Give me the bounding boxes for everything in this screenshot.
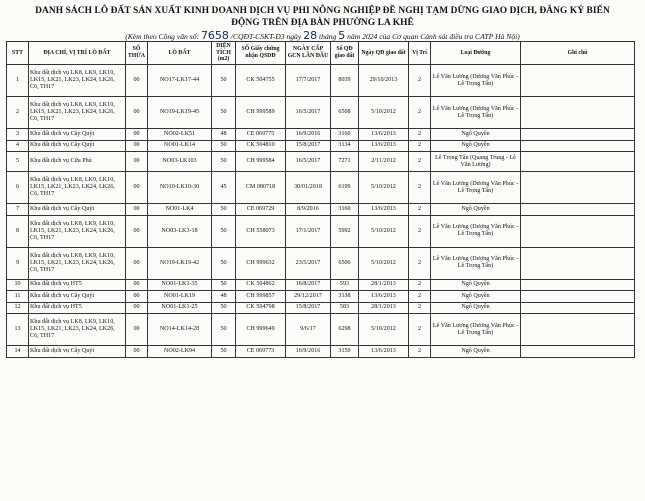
cell-certificate: CH 999857 <box>236 291 286 303</box>
header-issue-date: NGÀY CẤP GCN LẦN ĐẦU <box>286 42 331 65</box>
cell-decision-date: 5/10/2012 <box>359 97 409 129</box>
cell-decision-date: 13/6/2013 <box>359 204 409 216</box>
cell-stt: 7 <box>7 204 29 216</box>
table-row <box>7 291 635 303</box>
cell-lot: NO02-LK94 <box>148 346 212 358</box>
cell-parcel: 00 <box>126 291 148 303</box>
cell-lot: NO19-LK19-42 <box>148 247 212 279</box>
cell-location: Khu đất dịch vụ LK8, LK9, LK10, LK15, LK21, LK23, LK24, LK26, C6, TH17 <box>29 65 126 97</box>
cell-decision-no: 7271 <box>331 152 359 172</box>
cell-parcel: 00 <box>126 314 148 346</box>
cell-position: 2 <box>409 129 431 141</box>
cell-area: 50 <box>212 302 236 314</box>
cell-issue-date: 15/8/2017 <box>286 302 331 314</box>
cell-position: 2 <box>409 65 431 97</box>
cell-decision-no: 3160 <box>331 129 359 141</box>
cell-decision-no: 6508 <box>331 97 359 129</box>
cell-decision-date: 5/10/2012 <box>359 215 409 247</box>
cell-decision-date: 5/10/2012 <box>359 247 409 279</box>
cell-location: Khu đất dịch vụ LK8, LK9, LK10, LK15, LK21, LK23, LK24, LK26, C6, TH17 <box>29 97 126 129</box>
cell-location: Khu đất dịch vụ LK8, LK9, LK10, LK15, LK21, LK23, LK24, LK26, C6, TH17 <box>29 314 126 346</box>
cell-stt: 5 <box>7 152 29 172</box>
cell-issue-date: 30/01/2018 <box>286 172 331 204</box>
cell-issue-date: 16/5/2017 <box>286 97 331 129</box>
table-row <box>7 279 635 291</box>
cell-certificate: CH 999649 <box>236 314 286 346</box>
cell-decision-date: 28/1/2013 <box>359 302 409 314</box>
cell-location: Khu đất dịch vụ LK8, LK9, LK10, LK15, LK21, LK23, LK24, LK26, C6, TH17 <box>29 215 126 247</box>
cell-area: 50 <box>212 279 236 291</box>
cell-note <box>521 302 635 314</box>
cell-certificate: CE 069729 <box>236 204 286 216</box>
table-row <box>7 65 635 97</box>
cell-decision-no: 5992 <box>331 215 359 247</box>
cell-note <box>521 97 635 129</box>
cell-decision-date: 13/6/2013 <box>359 129 409 141</box>
cell-decision-date: 28/1/2013 <box>359 279 409 291</box>
cell-parcel: 00 <box>126 172 148 204</box>
cell-lot: NO01-LK14 <box>148 140 212 152</box>
header-location: ĐỊA CHỈ, VỊ TRÍ LÔ ĐẤT <box>29 42 126 65</box>
cell-position: 2 <box>409 215 431 247</box>
cell-stt: 6 <box>7 172 29 204</box>
subtitle-suffix: năm 2024 của Cơ quan Cảnh sát điều tra CATP Hà Nội) <box>347 32 520 41</box>
cell-position: 2 <box>409 302 431 314</box>
cell-stt: 4 <box>7 140 29 152</box>
subtitle-prefix: (Kèm theo Công văn số: <box>125 32 200 41</box>
cell-road-type: Lê Văn Lương (Dương Văn Phúc - Lê Trọng Tấn) <box>431 172 521 204</box>
cell-decision-no: 6199 <box>331 172 359 204</box>
cell-note <box>521 346 635 358</box>
cell-road-type: Ngô Quyền <box>431 204 521 216</box>
cell-position: 2 <box>409 314 431 346</box>
cell-parcel: 00 <box>126 65 148 97</box>
cell-parcel: 00 <box>126 247 148 279</box>
cell-road-type: Ngô Quyền <box>431 129 521 141</box>
cell-area: 50 <box>212 247 236 279</box>
cell-stt: 13 <box>7 314 29 346</box>
cell-road-type: Ngô Quyền <box>431 302 521 314</box>
cell-lot: NO03-LK3-18 <box>148 215 212 247</box>
cell-location: Khu đất dịch vụ Cây Quýt <box>29 129 126 141</box>
cell-issue-date: 16/9/2016 <box>286 346 331 358</box>
header-area: DIỆN TÍCH (m2) <box>212 42 236 65</box>
cell-position: 2 <box>409 140 431 152</box>
cell-stt: 11 <box>7 291 29 303</box>
cell-lot: NO10-LK10-30 <box>148 172 212 204</box>
table-row <box>7 215 635 247</box>
cell-note <box>521 247 635 279</box>
cell-location: Khu đất dịch vụ Cây Quýt <box>29 346 126 358</box>
cell-road-type: Lê Văn Lương (Dương Văn Phúc - Lê Trọng Tấn) <box>431 215 521 247</box>
cell-decision-no: 8039 <box>331 65 359 97</box>
cell-parcel: 00 <box>126 140 148 152</box>
cell-lot: NO19-LK19-45 <box>148 97 212 129</box>
cell-certificate: CK 504810 <box>236 140 286 152</box>
cell-certificate: CH 558073 <box>236 215 286 247</box>
header-decision-date: Ngày QĐ giao đất <box>359 42 409 65</box>
cell-road-type: Lê Văn Lương (Dương Văn Phúc - Lê Trọng Tấn) <box>431 247 521 279</box>
cell-decision-no: 6506 <box>331 247 359 279</box>
cell-road-type: Lê Văn Lương (Dương Văn Phúc - Lê Trọng Tấn) <box>431 97 521 129</box>
cell-location: Khu đất dịch vụ Cây Quýt <box>29 291 126 303</box>
cell-decision-date: 13/6/2013 <box>359 346 409 358</box>
cell-certificate: CK 504755 <box>236 65 286 97</box>
cell-parcel: 00 <box>126 152 148 172</box>
cell-decision-no: 3159 <box>331 346 359 358</box>
cell-position: 2 <box>409 247 431 279</box>
cell-certificate: CH 999589 <box>236 97 286 129</box>
cell-stt: 2 <box>7 97 29 129</box>
cell-parcel: 00 <box>126 204 148 216</box>
header-road-type: Loại Đường <box>431 42 521 65</box>
cell-stt: 9 <box>7 247 29 279</box>
cell-issue-date: 23/5/2017 <box>286 247 331 279</box>
cell-decision-no: 593 <box>331 279 359 291</box>
table-row <box>7 346 635 358</box>
cell-stt: 10 <box>7 279 29 291</box>
cell-position: 2 <box>409 152 431 172</box>
cell-decision-date: 29/10/2013 <box>359 65 409 97</box>
cell-parcel: 00 <box>126 346 148 358</box>
cell-decision-no: 3138 <box>331 291 359 303</box>
cell-decision-date: 2/11/2012 <box>359 152 409 172</box>
document-title-line2: ĐỘNG TRÊN ĐỊA BÀN PHƯỜNG LA KHÊ <box>231 18 414 28</box>
cell-road-type: Ngô Quyền <box>431 140 521 152</box>
cell-location: Khu đất dịch vụ HT5 <box>29 302 126 314</box>
handwritten-month: 5 <box>338 29 346 42</box>
cell-issue-date: 9/6/17 <box>286 314 331 346</box>
handwritten-day: 28 <box>303 29 318 42</box>
cell-road-type: Ngô Quyền <box>431 291 521 303</box>
cell-note <box>521 140 635 152</box>
cell-lot: NO03-LK103 <box>148 152 212 172</box>
cell-parcel: 00 <box>126 302 148 314</box>
table-row <box>7 172 635 204</box>
header-lot: LÔ ĐẤT <box>148 42 212 65</box>
cell-area: 50 <box>212 215 236 247</box>
cell-note <box>521 172 635 204</box>
cell-lot: NO01-LK19 <box>148 291 212 303</box>
cell-position: 2 <box>409 97 431 129</box>
table-row <box>7 152 635 172</box>
handwritten-doc-number: 7658 <box>200 29 229 42</box>
header-certificate: SỐ Giấy chứng nhận QSDĐ <box>236 42 286 65</box>
table-row <box>7 129 635 141</box>
cell-lot: NO14-LK14-28 <box>148 314 212 346</box>
cell-road-type: Lê Văn Lương (Dương Văn Phúc - Lê Trọng Tấn) <box>431 65 521 97</box>
cell-road-type: Lê Trọng Tấn (Quang Trung - Lê Văn Lương) <box>431 152 521 172</box>
cell-certificate: CH 999632 <box>236 247 286 279</box>
cell-certificate: CE 069773 <box>236 346 286 358</box>
cell-note <box>521 314 635 346</box>
table-row <box>7 247 635 279</box>
subtitle-mid1: /CQĐT-CSKT-Đ3 ngày <box>230 32 302 41</box>
table-row <box>7 314 635 346</box>
cell-lot: NO02-LK51 <box>148 129 212 141</box>
cell-note <box>521 279 635 291</box>
cell-position: 2 <box>409 279 431 291</box>
table-row <box>7 302 635 314</box>
cell-lot: NO01-LK1-25 <box>148 302 212 314</box>
cell-lot: NO17-LK17-44 <box>148 65 212 97</box>
table-row <box>7 97 635 129</box>
cell-area: 48 <box>212 129 236 141</box>
cell-position: 2 <box>409 291 431 303</box>
cell-note <box>521 129 635 141</box>
cell-certificate: CH 999584 <box>236 152 286 172</box>
cell-position: 2 <box>409 172 431 204</box>
cell-lot: NO01-LK1-35 <box>148 279 212 291</box>
cell-note <box>521 204 635 216</box>
cell-road-type: Ngô Quyền <box>431 346 521 358</box>
cell-area: 48 <box>212 291 236 303</box>
cell-area: 50 <box>212 97 236 129</box>
cell-decision-no: 583 <box>331 302 359 314</box>
cell-decision-date: 13/6/2013 <box>359 140 409 152</box>
cell-position: 2 <box>409 204 431 216</box>
table-body <box>7 65 635 358</box>
cell-stt: 14 <box>7 346 29 358</box>
cell-issue-date: 15/8/2017 <box>286 140 331 152</box>
subtitle-mid2: tháng <box>319 32 337 41</box>
header-note: Ghi chú <box>521 42 635 65</box>
cell-certificate: CK 504862 <box>236 279 286 291</box>
cell-issue-date: 17/7/2017 <box>286 65 331 97</box>
cell-location: Khu đất dịch vụ LK8, LK9, LK10, LK15, LK21, LK23, LK24, LK26, C6, TH17 <box>29 247 126 279</box>
cell-decision-no: 3160 <box>331 204 359 216</box>
header-stt: STT <box>7 42 29 65</box>
cell-parcel: 00 <box>126 279 148 291</box>
cell-location: Khu đất dịch vụ Cửa Phủ <box>29 152 126 172</box>
cell-road-type: Lê Văn Lương (Dương Văn Phúc - Lê Trọng Tấn) <box>431 314 521 346</box>
cell-stt: 3 <box>7 129 29 141</box>
cell-certificate: CK 504798 <box>236 302 286 314</box>
cell-area: 50 <box>212 140 236 152</box>
header-parcel: SỐ THỬA <box>126 42 148 65</box>
land-lot-table <box>6 41 635 358</box>
cell-area: 50 <box>212 346 236 358</box>
document-title-line1: DANH SÁCH LÔ ĐẤT SẢN XUẤT KINH DOANH DỊCH VỤ PHI NÔNG NGHIỆP ĐỀ NGHỊ TẠM DỪNG GIAO DỊCH, ĐĂNG KÝ BIẾN <box>35 6 610 16</box>
cell-decision-date: 5/10/2012 <box>359 314 409 346</box>
header-decision-no: Số QĐ giao đất <box>331 42 359 65</box>
cell-position: 2 <box>409 346 431 358</box>
cell-location: Khu đất dịch vụ Cây Quýt <box>29 140 126 152</box>
cell-decision-no: 3134 <box>331 140 359 152</box>
cell-note <box>521 152 635 172</box>
cell-road-type: Ngô Quyền <box>431 279 521 291</box>
cell-area: 50 <box>212 314 236 346</box>
header-position: Vị Trí <box>409 42 431 65</box>
cell-lot: NO01-LK4 <box>148 204 212 216</box>
cell-note <box>521 65 635 97</box>
cell-issue-date: 16/5/2017 <box>286 152 331 172</box>
cell-issue-date: 17/1/2017 <box>286 215 331 247</box>
cell-decision-no: 6298 <box>331 314 359 346</box>
cell-stt: 1 <box>7 65 29 97</box>
cell-location: Khu đất dịch vụ LK8, LK9, LK10, LK15, LK21, LK23, LK24, LK26, C6, TH17 <box>29 172 126 204</box>
cell-note <box>521 291 635 303</box>
cell-issue-date: 16/8/2017 <box>286 279 331 291</box>
cell-area: 50 <box>212 152 236 172</box>
cell-certificate: CE 069775 <box>236 129 286 141</box>
cell-issue-date: 8/9/2016 <box>286 204 331 216</box>
cell-stt: 12 <box>7 302 29 314</box>
cell-decision-date: 13/6/2013 <box>359 291 409 303</box>
cell-parcel: 00 <box>126 215 148 247</box>
cell-issue-date: 16/9/2016 <box>286 129 331 141</box>
cell-location: Khu đất dịch vụ Cây Quýt <box>29 204 126 216</box>
cell-parcel: 00 <box>126 97 148 129</box>
cell-certificate: CM 080718 <box>236 172 286 204</box>
cell-parcel: 00 <box>126 129 148 141</box>
table-header-row <box>7 42 635 65</box>
cell-area: 50 <box>212 65 236 97</box>
cell-stt: 8 <box>7 215 29 247</box>
cell-decision-date: 5/10/2012 <box>359 172 409 204</box>
table-row <box>7 204 635 216</box>
cell-area: 50 <box>212 204 236 216</box>
table-row <box>7 140 635 152</box>
cell-note <box>521 215 635 247</box>
cell-area: 45 <box>212 172 236 204</box>
cell-location: Khu đất dịch vụ HT5 <box>29 279 126 291</box>
cell-issue-date: 29/12/2017 <box>286 291 331 303</box>
